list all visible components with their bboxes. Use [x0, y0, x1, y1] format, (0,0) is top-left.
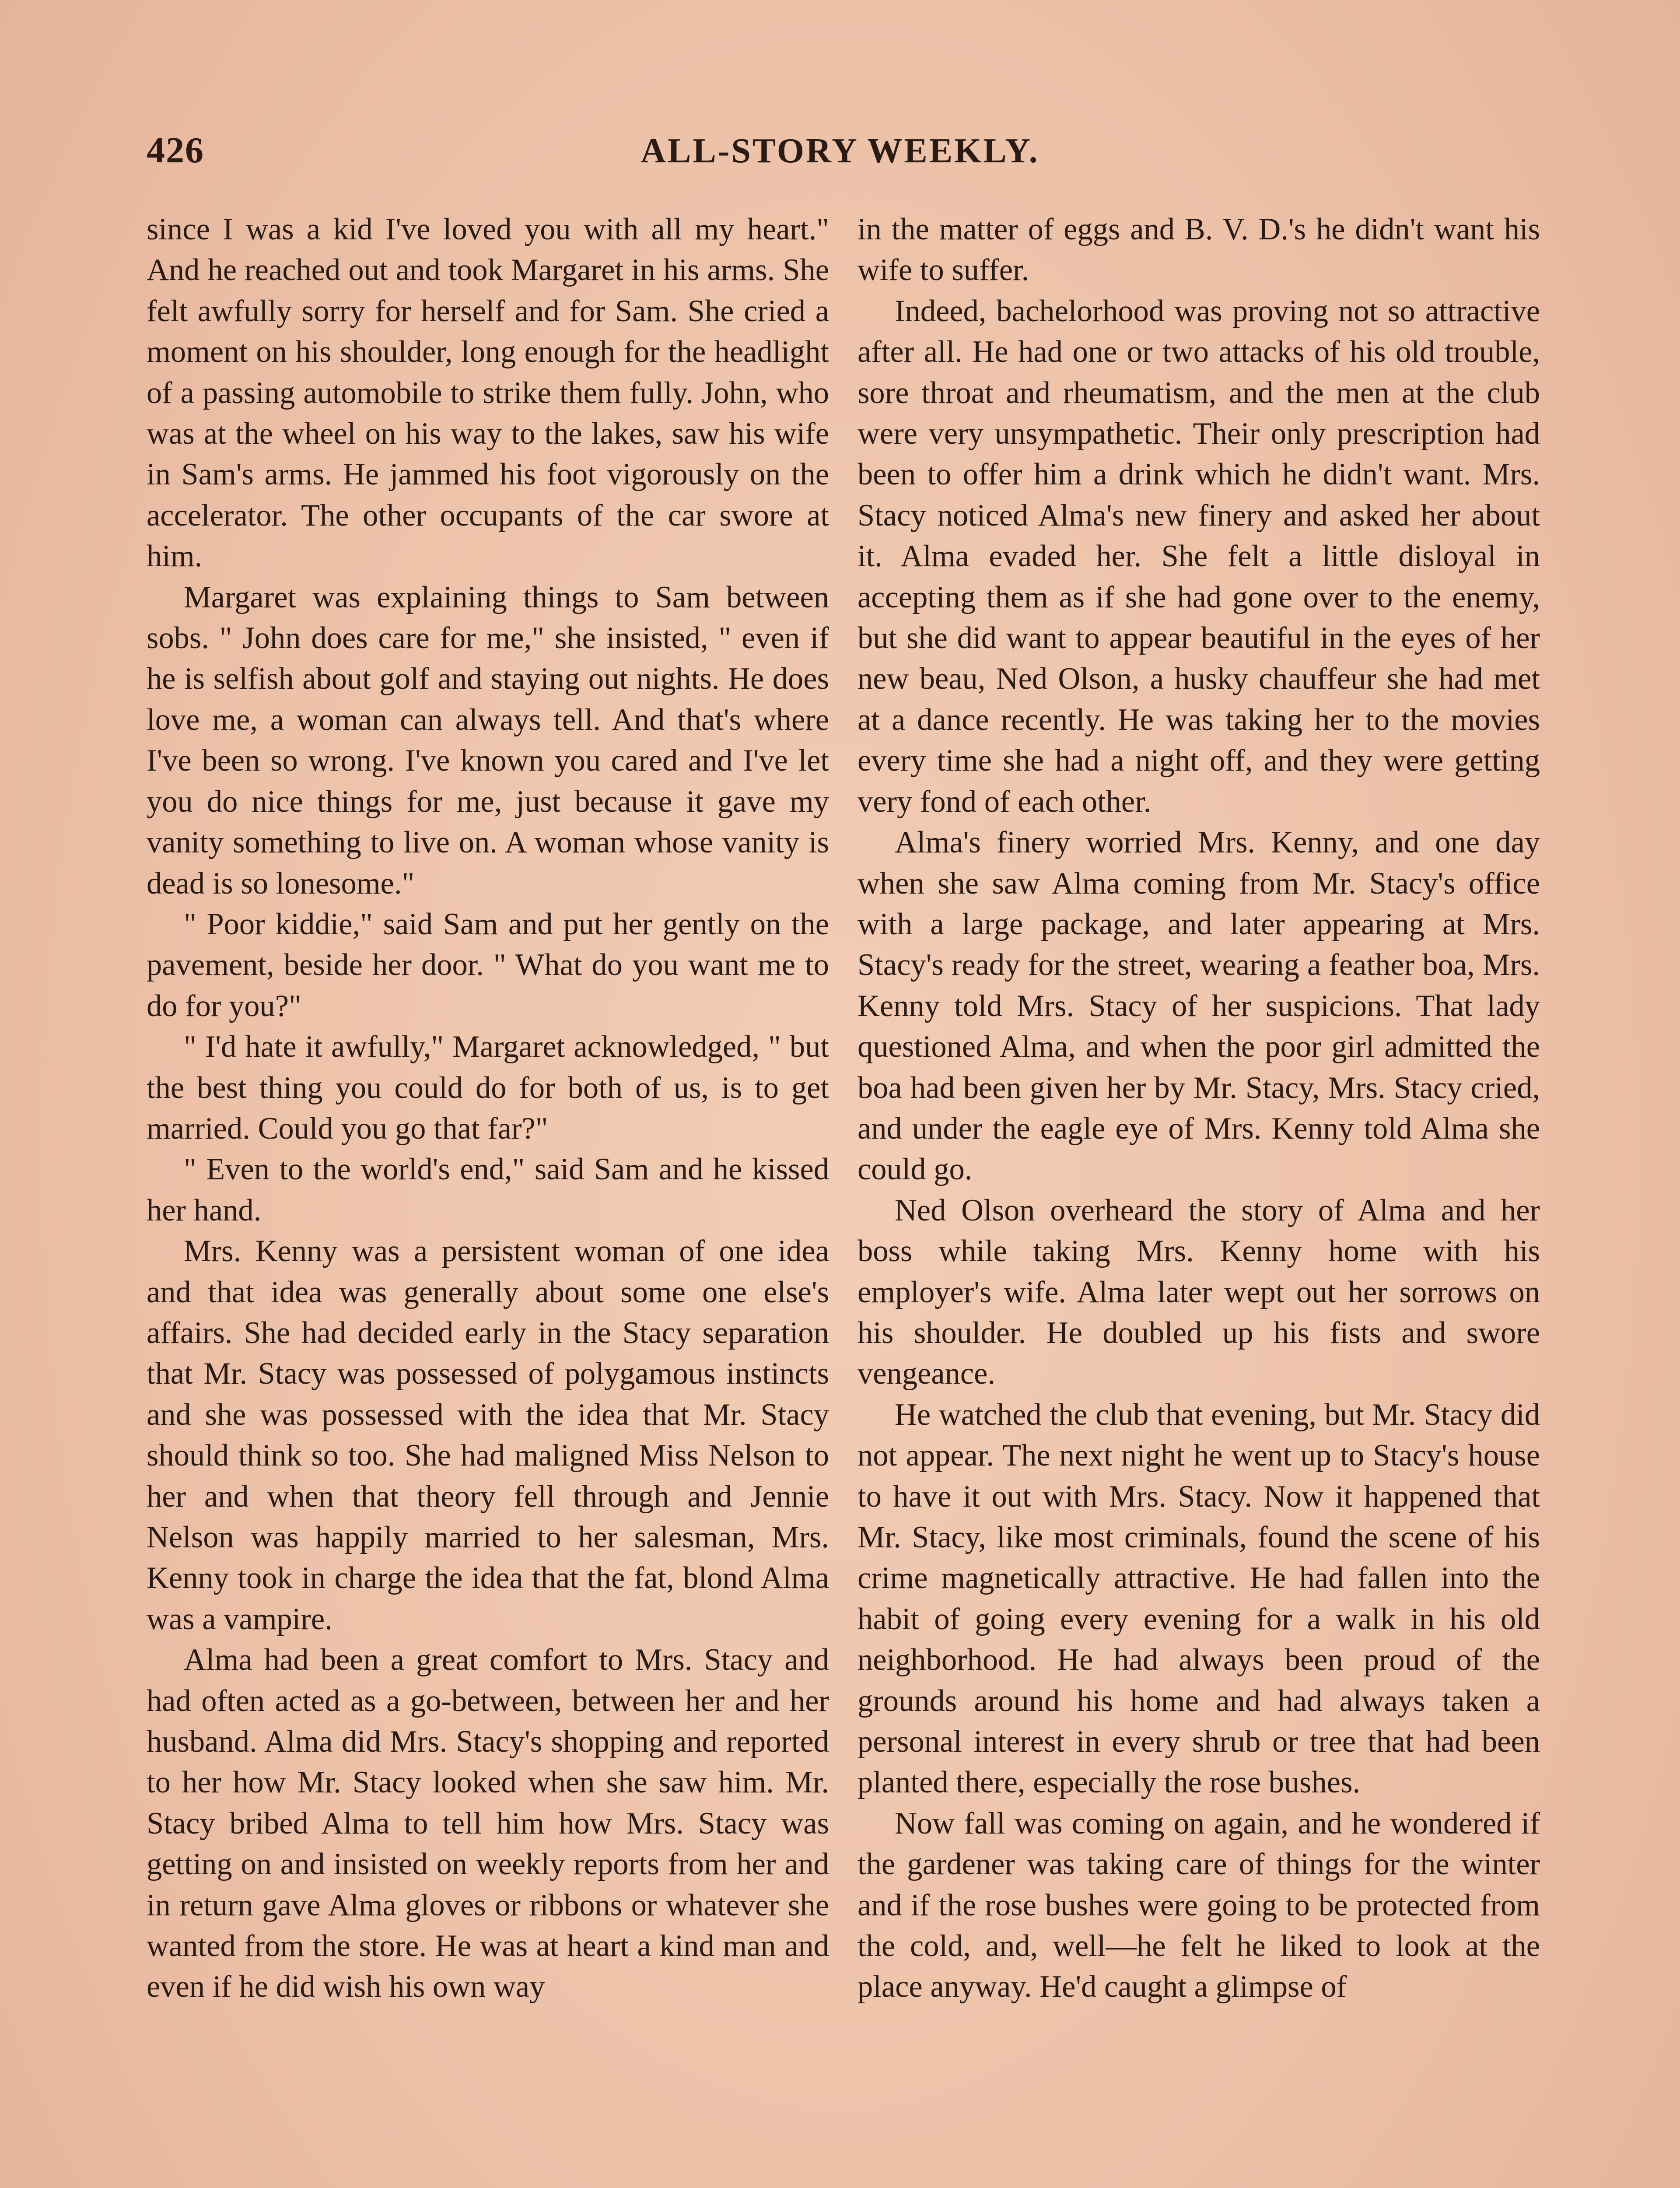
paragraph: Mrs. Kenny was a persistent woman of one idea and that idea was generally about some one else's affairs. She had decided early in the Stacy separation that Mr. Stacy was possessed of polygamous instincts and she was possessed with the idea that Mr. Stacy should think so too. She had maligned Miss Nelson to her and when that theory fell through and Jennie Nelson was happily married to her salesman, Mrs. Kenny took in charge the idea that the fat, blond Alma was a vampire.	[147, 1234, 829, 1636]
paragraph: in the matter of eggs and B. V. D.'s he didn't want his wife to suffer.	[858, 212, 1540, 288]
paragraph: He watched the club that evening, but Mr. Stacy did not appear. The next night he went up to Stacy's house to have it out with Mrs. Stacy. Now it happened that Mr. Stacy, like most criminals, found the scene of his crime magnetically attractive. He had fallen into the habit of going every evening for a walk in his old neighborhood. He had always been proud of the grounds around his home and had always taken a personal interest in every shrub or tree that had been planted there, especially the rose bushes.	[858, 1397, 1540, 1800]
paragraph: Alma had been a great comfort to Mrs. Stacy and had often acted as a go-between, between her and her husband. Alma did Mrs. Stacy's shopping and reported to her how Mr. Stacy looked when she saw him. Mr. Stacy bribed Alma to tell him how Mrs. Stacy was getting on and insisted on weekly reports from her and in return gave Alma gloves or ribbons or whatever she wanted from the store. He was at heart a kind man and even if he did wish his own way	[147, 1643, 829, 2004]
paragraph: Indeed, bachelorhood was proving not so attractive after all. He had one or two attacks of his old trouble, sore throat and rheumatism, and the men at the club were very unsympathetic. Their only prescription had been to offer him a drink which he didn't want. Mrs. Stacy noticed Alma's new finery and asked her about it. Alma evaded her. She felt a little disloyal in accepting them as if she had gone over to the enemy, but she did want to appear beautiful in the eyes of her new beau, Ned Olson, a husky chauffeur she had met at a dance recently. He was taking her to the movies every time she had a night off, and they were getting very fond of each other.	[858, 294, 1540, 819]
paragraph: since I was a kid I've loved you with all my heart." And he reached out and took Margaret in his arms. She felt awfully sorry for herself and for Sam. She cried a moment on his shoulder, long enough for the headlight of a passing automobile to strike them fully. John, who was at the wheel on his way to the lakes, saw his wife in Sam's arms. He jammed his foot vigorously on the accelerator. The other occupants of the car swore at him.	[147, 212, 829, 574]
paragraph: Margaret was explaining things to Sam between sobs. " John does care for me," she insisted, " even if he is selfish about golf and staying out nights. He does love me, a woman can always tell. And that's where I've been so wrong. I've known you cared and I've let you do nice things for me, just because it gave my vanity something to live on. A woman whose vanity is dead is so lonesome."	[147, 580, 829, 901]
paragraph: Alma's finery worried Mrs. Kenny, and one day when she saw Alma coming from Mr. Stacy's office with a large package, and later appearing at Mrs. Stacy's ready for the street, wearing a feather boa, Mrs. Kenny told Mrs. Stacy of her suspicions. That lady questioned Alma, and when the poor girl admitted the boa had been given her by Mr. Stacy, Mrs. Stacy cried, and under the eagle eye of Mrs. Kenny told Alma she could go.	[858, 825, 1540, 1187]
right-column	[858, 209, 1540, 2008]
paragraph: Now fall was coming on again, and he wondered if the gardener was taking care of things for the winter and if the rose bushes were going to be protected from the cold, and, well—he felt he liked to look at the place anyway. He'd caught a glimpse of	[858, 1806, 1540, 2004]
paragraph: " Even to the world's end," said Sam and he kissed her hand.	[147, 1152, 829, 1227]
page-number: 426	[147, 130, 204, 171]
paragraph: Ned Olson overheard the story of Alma and her boss while taking Mrs. Kenny home with his employer's wife. Alma later wept out her sorrows on his shoulder. He doubled up his fists and swore vengeance.	[858, 1193, 1540, 1391]
paragraph: " I'd hate it awfully," Margaret acknowledged, " but the best thing you could do for both of us, is to get married. Could you go that far?"	[147, 1030, 829, 1146]
running-title: ALL-STORY WEEKLY.	[640, 132, 1040, 170]
paragraph: " Poor kiddie," said Sam and put her gently on the pavement, beside her door. " What do you want me to do for you?"	[147, 907, 829, 1023]
left-column	[147, 209, 829, 2008]
